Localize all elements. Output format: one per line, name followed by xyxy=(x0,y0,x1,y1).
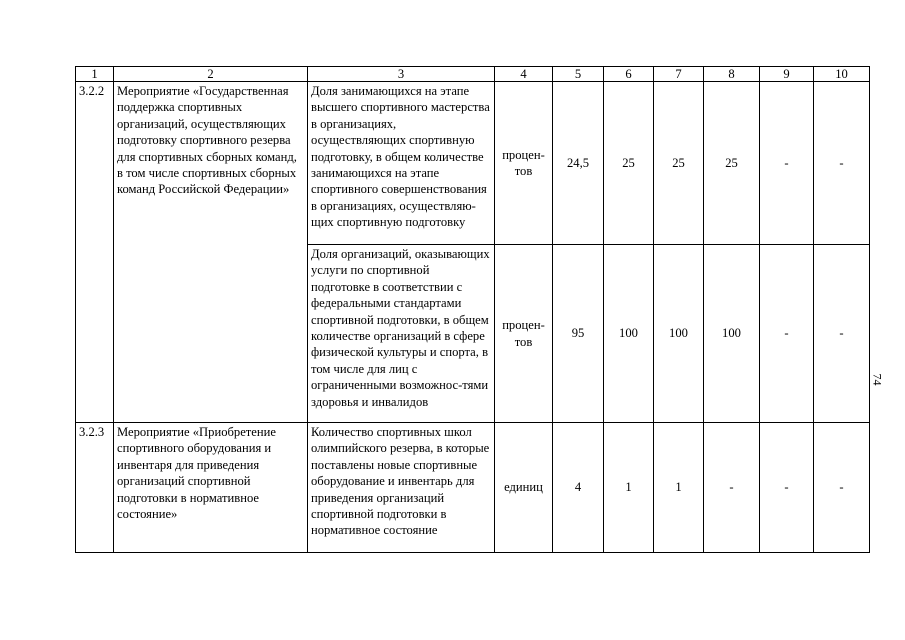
header-cell: 7 xyxy=(654,67,704,82)
table-row xyxy=(76,423,870,553)
value-cell: 100 xyxy=(654,245,704,423)
item-number: 3.2.2 xyxy=(76,82,114,423)
value-cell: - xyxy=(760,245,814,423)
header-cell: 1 xyxy=(76,67,114,82)
header-cell: 10 xyxy=(814,67,870,82)
item-number: 3.2.3 xyxy=(76,423,114,553)
value-cell: - xyxy=(760,82,814,245)
event-name: Мероприятие «Приобретение спортивного оборудования и инвентаря для приведения организаций спортивной подготовки в нормативное состояние» xyxy=(114,423,308,553)
value-cell: 100 xyxy=(604,245,654,423)
page-number: 74 xyxy=(870,373,885,386)
value-cell: 100 xyxy=(704,245,760,423)
indicator-name: Доля организаций, оказывающих услуги по спортивной подготовке в соответствии с федеральными стандартами спортивной подготовки, в общем количестве организаций в сфере физической культуры и спорта, в том числе для лиц с ограниченными возможнос-тями здоровья и инвалидов xyxy=(308,245,495,423)
value-cell: 25 xyxy=(604,82,654,245)
value-cell: 25 xyxy=(654,82,704,245)
indicator-name: Доля занимающихся на этапе высшего спортивного мастерства в организациях, осуществляющих спортивную подготовку, в общем количестве занимающихся на этапе спортивного совершенствования в организациях, осуществляю-щих спортивную подготовку xyxy=(308,82,495,245)
header-cell: 4 xyxy=(495,67,553,82)
value-cell: - xyxy=(814,245,870,423)
value-cell: - xyxy=(760,423,814,553)
indicator-name: Количество спортивных школ олимпийского резерва, в которые поставлены новые спортивные оборудование и инвентарь для приведения организаций спортивной подготовки в нормативное состояние xyxy=(308,423,495,553)
program-table xyxy=(75,66,870,553)
header-cell: 3 xyxy=(308,67,495,82)
header-row xyxy=(76,67,870,82)
value-cell: - xyxy=(704,423,760,553)
value-cell: 25 xyxy=(704,82,760,245)
header-cell: 2 xyxy=(114,67,308,82)
value-cell: 95 xyxy=(553,245,604,423)
unit-cell: процен-тов xyxy=(495,245,553,423)
value-cell: - xyxy=(814,423,870,553)
header-cell: 6 xyxy=(604,67,654,82)
header-cell: 5 xyxy=(553,67,604,82)
value-cell: 24,5 xyxy=(553,82,604,245)
value-cell: - xyxy=(814,82,870,245)
value-cell: 1 xyxy=(654,423,704,553)
value-cell: 4 xyxy=(553,423,604,553)
unit-cell: процен-тов xyxy=(495,82,553,245)
header-cell: 9 xyxy=(760,67,814,82)
event-name: Мероприятие «Государственная поддержка спортивных организаций, осуществляющих подготовку спортивного резерва для спортивных сборных команд, в том числе спортивных сборных команд Российской Федерации» xyxy=(114,82,308,423)
unit-cell: единиц xyxy=(495,423,553,553)
value-cell: 1 xyxy=(604,423,654,553)
table-row xyxy=(76,82,870,245)
header-cell: 8 xyxy=(704,67,760,82)
